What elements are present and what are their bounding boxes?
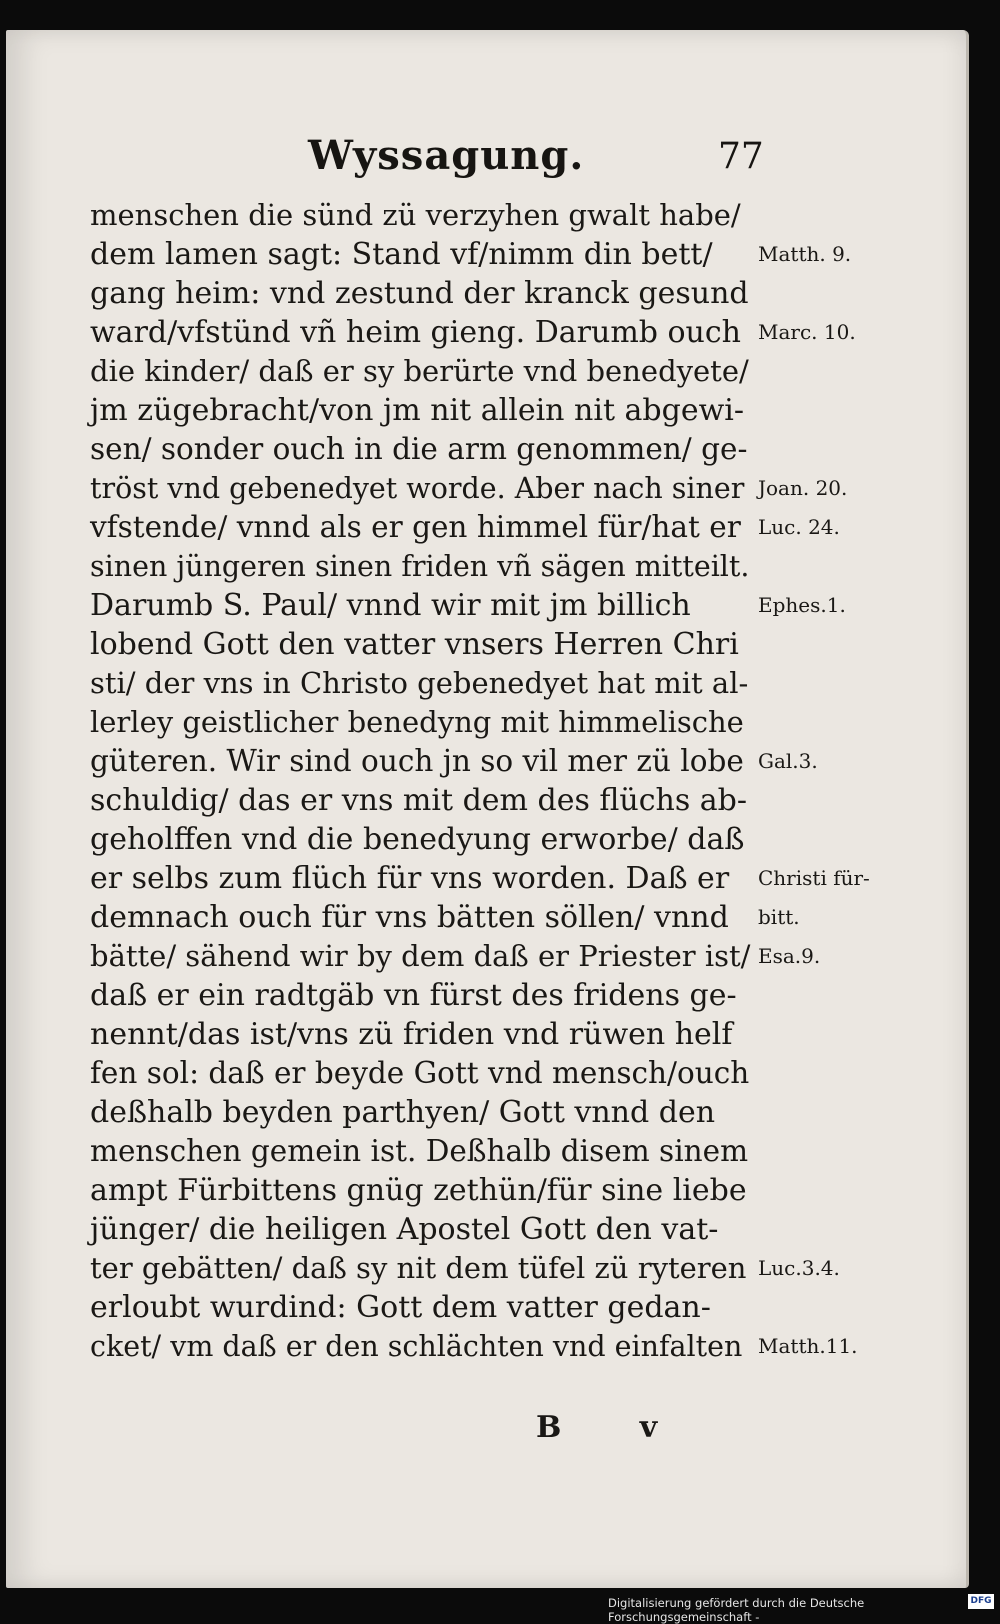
text-line: deßhalb beyden parthyen/ Gott vnnd den <box>90 1095 716 1130</box>
text-line: cket/ vm daß er den schlächten vnd einfalten <box>90 1330 743 1363</box>
margin-note: Gal.3. <box>758 749 818 773</box>
margin-note: Esa.9. <box>758 944 821 968</box>
text-line: güteren. Wir sind ouch jn so vil mer zü lobe <box>90 744 744 778</box>
text-line: lerley geistlicher benedyng mit himmelische <box>90 705 744 739</box>
margin-note: Matth.11. <box>758 1334 858 1358</box>
margin-note: Christi für- <box>758 866 870 890</box>
text-line: gang heim: vnd zestund der kranck gesund <box>90 276 749 311</box>
book-page <box>6 30 969 1588</box>
text-line: ward/vfstünd vñ heim gieng. Darumb ouch <box>90 315 742 350</box>
body-text <box>90 196 750 1366</box>
margin-note: Marc. 10. <box>758 320 856 344</box>
text-line: Darumb S. Paul/ vnnd wir mit jm billich <box>90 588 691 623</box>
text-line: sinen jüngeren sinen friden vñ sägen mitteilt. <box>90 550 750 583</box>
text-line: lobend Gott den vatter vnsers Herren Chri <box>90 627 739 662</box>
signature-mark: B v <box>536 1410 692 1445</box>
margin-note: bitt. <box>758 905 800 929</box>
margin-note: Luc. 24. <box>758 515 840 539</box>
page-number: 77 <box>718 136 764 177</box>
text-line: tröst vnd gebenedyet worde. Aber nach siner <box>90 472 745 505</box>
text-line: vfstende/ vnnd als er gen himmel für/hat er <box>90 510 741 544</box>
text-line: sen/ sonder ouch in die arm genommen/ ge- <box>90 432 748 466</box>
text-line: schuldig/ das er vns mit dem des flüchs ab- <box>90 783 748 818</box>
margin-note: Matth. 9. <box>758 242 852 266</box>
text-line: menschen die sünd zü verzyhen gwalt habe/ <box>90 198 741 232</box>
text-line: fen sol: daß er beyde Gott vnd mensch/ouch <box>90 1056 750 1090</box>
text-line: ampt Fürbittens gnüg zethün/für sine liebe <box>90 1173 747 1208</box>
text-line: daß er ein radtgäb vn fürst des fridens ge- <box>90 978 737 1013</box>
margin-note: Ephes.1. <box>758 593 846 617</box>
text-line: erloubt wurdind: Gott dem vatter gedan- <box>90 1290 711 1325</box>
text-line: demnach ouch für vns bätten söllen/ vnnd <box>90 900 729 935</box>
running-title: Wyssagung. <box>308 132 585 179</box>
margin-note: Joan. 20. <box>758 476 848 500</box>
dfg-logo: DFG <box>968 1594 994 1609</box>
margin-note: Luc.3.4. <box>758 1256 840 1280</box>
text-line: sti/ der vns in Christo gebenedyet hat mit al- <box>90 666 749 700</box>
text-line: ter gebätten/ daß sy nit dem tüfel zü ryteren <box>90 1251 747 1285</box>
text-line: jünger/ die heiligen Apostel Gott den vat- <box>90 1212 719 1247</box>
text-line: dem lamen sagt: Stand vf/nimm din bett/ <box>90 237 713 272</box>
text-line: nennt/das ist/vns zü friden vnd rüwen helf <box>90 1017 733 1052</box>
text-line: die kinder/ daß er sy berürte vnd benedyete/ <box>90 354 749 388</box>
text-line: bätte/ sähend wir by dem daß er Priester ist/ <box>90 939 751 973</box>
text-line: jm zügebracht/von jm nit allein nit abgewi- <box>90 393 744 428</box>
text-line: geholffen vnd die benedyung erworbe/ daß <box>90 822 745 857</box>
digitization-credit: Digitalisierung gefördert durch die Deutsche Forschungsgemeinschaft - <box>608 1596 865 1624</box>
text-line: er selbs zum flüch für vns worden. Daß er <box>90 861 730 896</box>
text-line: menschen gemein ist. Deßhalb disem sinem <box>90 1134 749 1168</box>
